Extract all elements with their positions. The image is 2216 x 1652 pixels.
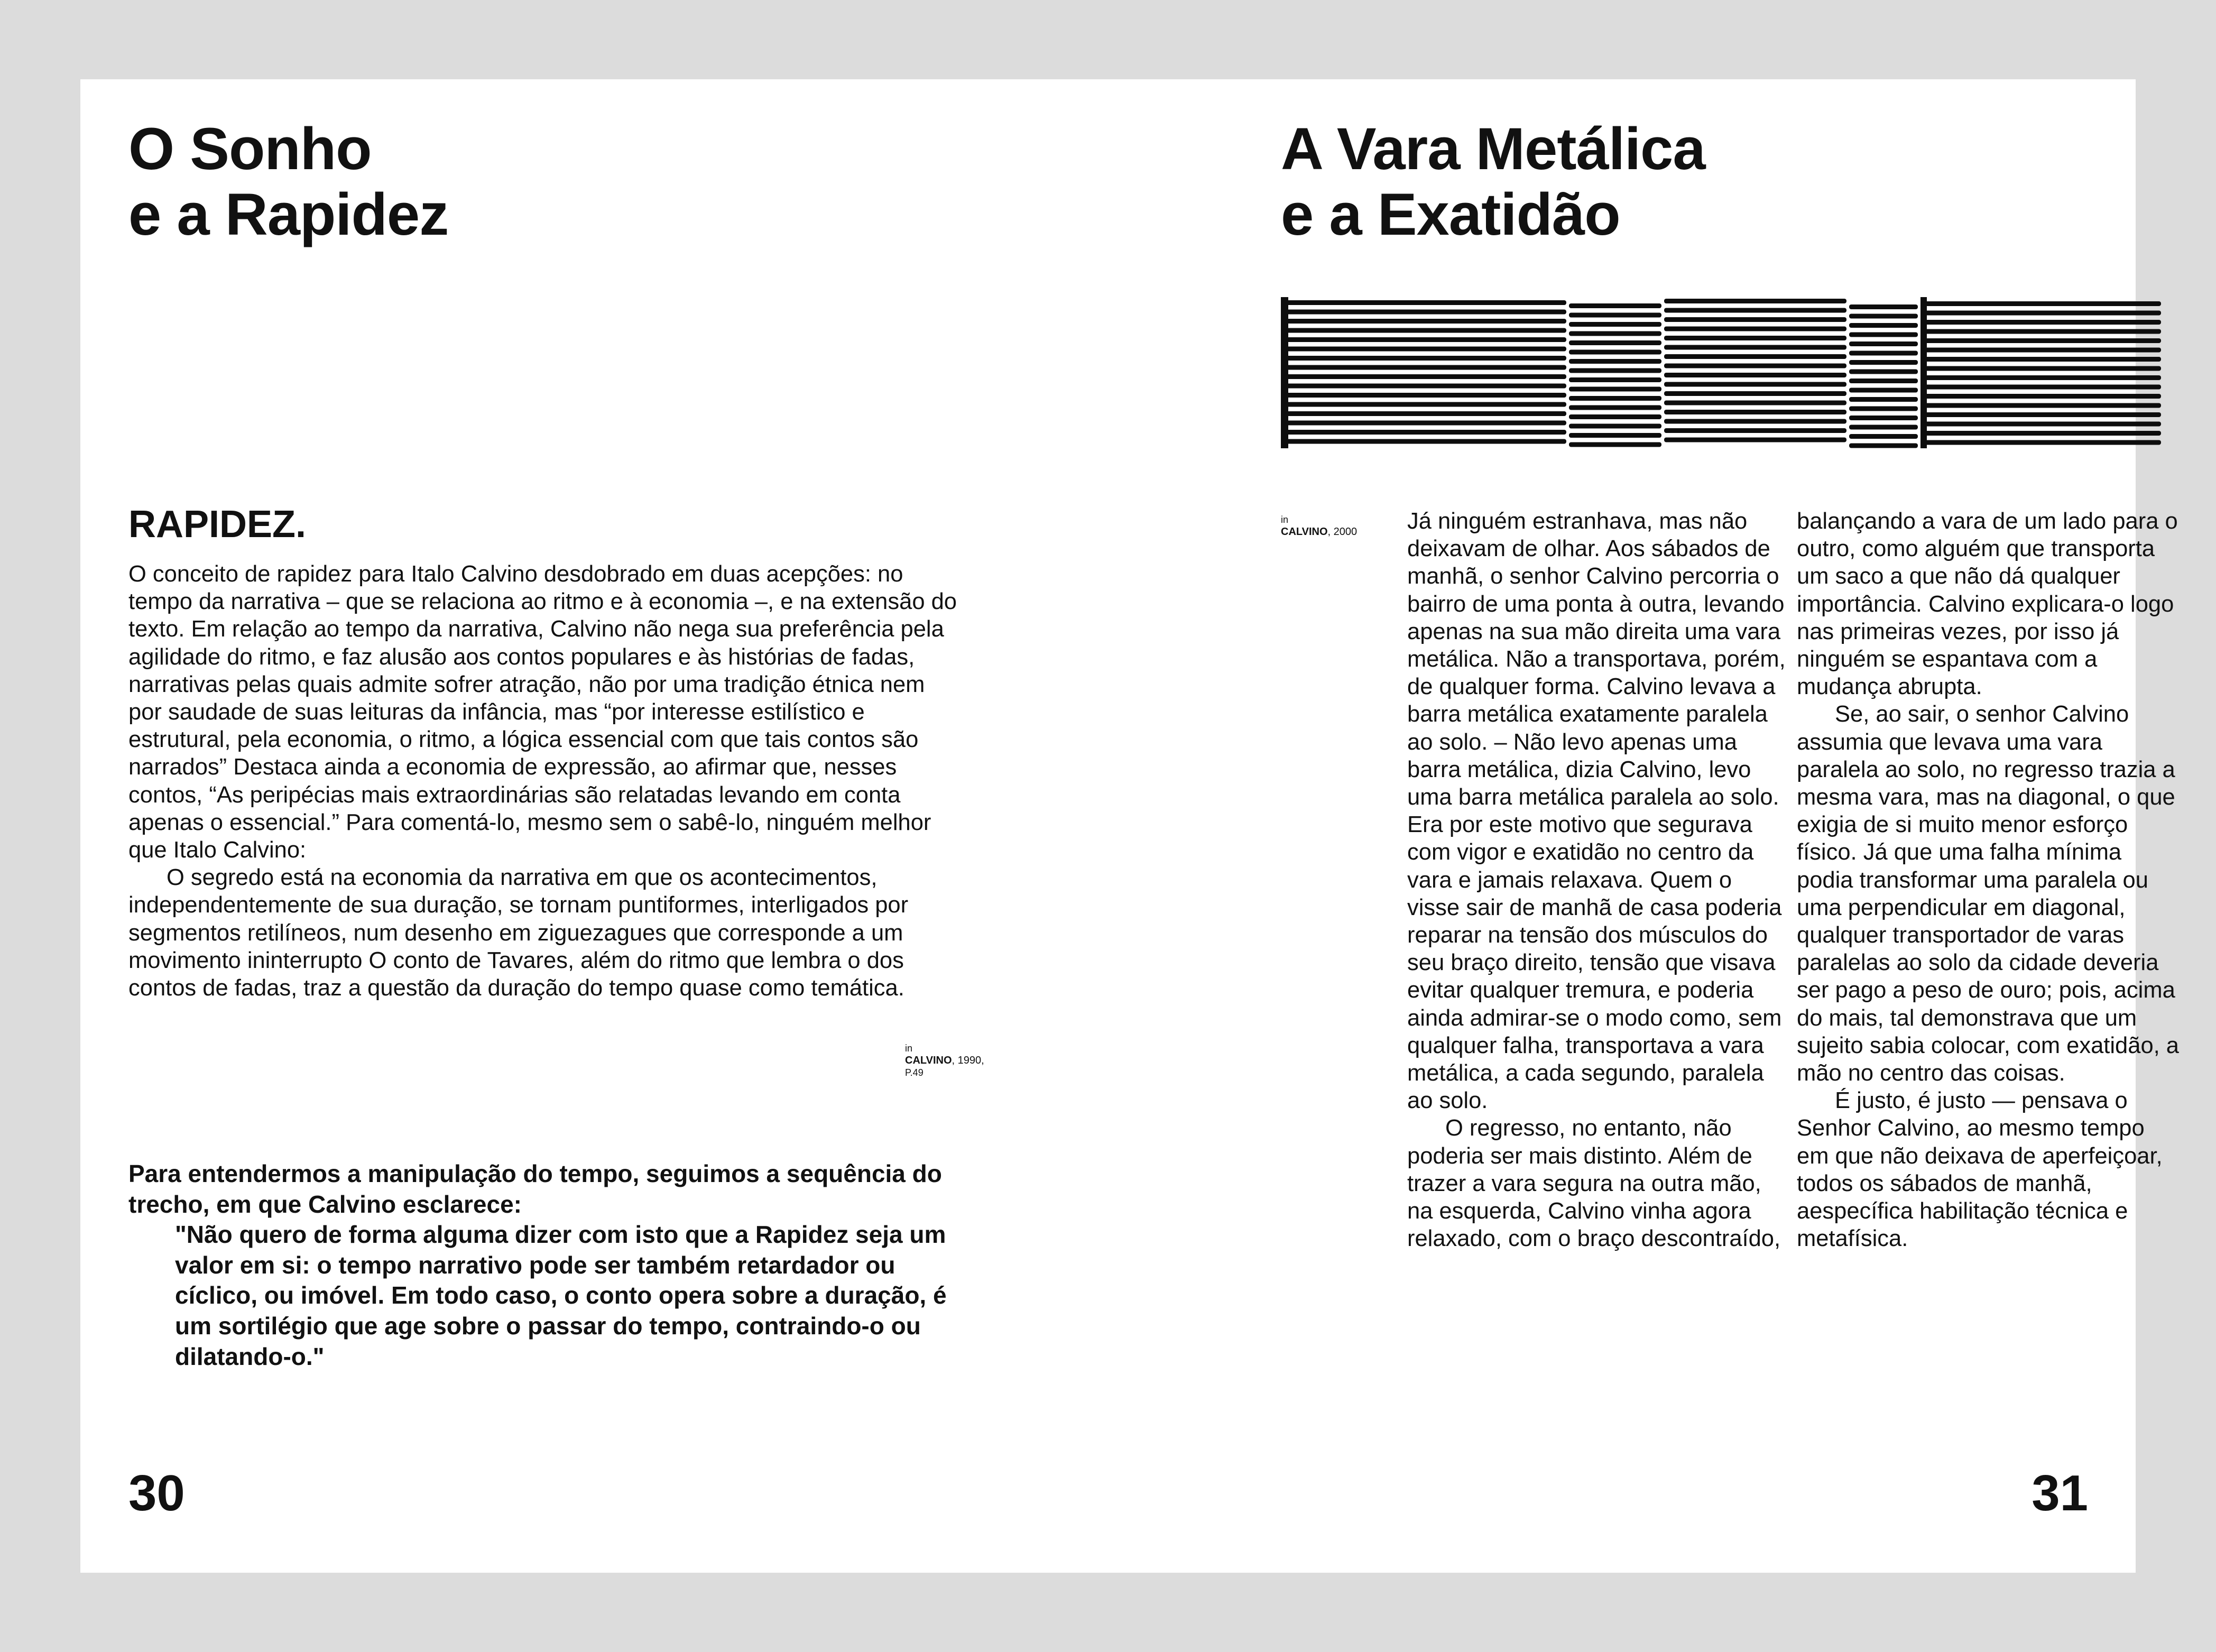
bar-stripe: [1664, 317, 1846, 322]
bar-stripe: [1849, 333, 1918, 337]
bar-stripe: [1569, 433, 1661, 438]
bar-stripe: [1664, 327, 1846, 331]
bar-stripe: [1569, 424, 1661, 429]
bar-stripe: [1569, 313, 1661, 318]
bar-stripe: [1849, 397, 1918, 402]
bold-intro: Para entendermos a manipulação do tempo, seguimos a sequência do trecho, em que Calvino esclarece:: [128, 1160, 942, 1218]
bar-stripe: [1664, 391, 1846, 396]
bar-stripe: [1569, 359, 1661, 364]
bar-stripe: [1920, 403, 2161, 408]
bar-stripe: [1281, 365, 1566, 370]
bar-stripe: [1849, 444, 1918, 448]
bar-stripe: [1664, 336, 1846, 340]
bar-stripe: [1664, 345, 1846, 350]
column-paragraph: Já ninguém estranhava, mas não deixavam de olhar. Aos sábados de manhã, o senhor Calvino percorria o bairro de uma ponta à outra, levando apenas na sua mão direita uma vara metálica. Não a transportava, porém, de qualquer forma. Calvino levava a barra metálica exatamente paralela ao solo. – Não levo apenas uma barra metálica, dizia Calvino, levo uma barra metálica paralela ao solo. Era por este motivo que segurava com vigor e exatidão no centro da vara e jamais relaxava. Quem o visse sair de manhã de casa poderia reparar na tensão dos músculos do seu braço direito, tensão que visava evitar qualquer tremura, e poderia ainda admirar-se o modo como, sem qualquer falha, transportava a vara metálica, a cada segundo, paralela ao solo.: [1407, 509, 1786, 1114]
column-paragraph: O regresso, no entanto, não poderia ser mais distinto. Além de trazer a vara segura na outra mão, na esquerda, Calvino vinha agora relaxado, com o braço descontraído,: [1407, 1115, 1781, 1252]
bar-stripe: [1569, 387, 1661, 392]
bar-stripe: [1849, 342, 1918, 346]
bar-stripe: [1569, 396, 1661, 401]
bar-stripe: [1569, 377, 1661, 382]
bar-stripe: [1849, 425, 1918, 430]
text-column-2: [1797, 507, 2180, 1252]
bar-stripe: [1281, 356, 1566, 361]
column-paragraph: balançando a vara de um lado para o outro, como alguém que transporta um saco a que não dá qualquer importância. Calvino explicara-o logo nas primeiras vezes, por isso já ninguém se espantava com a mudança abrupta.: [1797, 509, 2178, 700]
page-number-left: 30: [128, 1465, 185, 1521]
left-title-line-1: O Sonho: [128, 116, 372, 182]
bar-stripe: [1281, 430, 1566, 435]
right-citation: [1281, 514, 1392, 538]
bar-stripe: [1920, 394, 2161, 399]
bar-stripe: [1920, 366, 2161, 371]
bar-stripe: [1664, 364, 1846, 368]
bar-stripe: [1281, 300, 1566, 305]
bar-stripe: [1664, 308, 1846, 313]
bar-stripe: [1920, 422, 2161, 427]
bar-vertical-rule: [1281, 297, 1288, 448]
bar-stripe: [1849, 407, 1918, 411]
bar-stripe: [1849, 416, 1918, 420]
citation-author: CALVINO: [1281, 526, 1328, 538]
bar-stripe: [1920, 431, 2161, 436]
column-paragraph: Se, ao sair, o senhor Calvino assumia que levava uma vara paralela ao solo, no regresso trazia a mesma vara, mas na diagonal, o que exigia de si muito menor esforço físico. Já que uma falha mínima podia transformar uma paralela ou uma perpendicular em diagonal, qualquer transportador de varas paralelas ao solo da cidade deveria ser pago a peso de ouro; pois, acima do mais, tal demonstrava que um sujeito sabia colocar, com exatidão, a mão no centro das coisas.: [1797, 702, 2179, 1086]
left-title-line-2: e a Rapidez: [128, 181, 449, 247]
bar-stripe: [1281, 310, 1566, 315]
bar-stripe: [1569, 303, 1661, 308]
right-page-title: [1281, 116, 1705, 247]
bar-stripe: [1849, 323, 1918, 328]
bar-stripe: [1569, 414, 1661, 419]
bar-stripe: [1664, 438, 1846, 442]
bar-stripe: [1664, 373, 1846, 377]
bar-stripe: [1920, 348, 2161, 353]
bar-stripe: [1920, 412, 2161, 417]
right-page: [1108, 79, 2179, 1573]
striped-bar-graphic: [1281, 296, 2161, 449]
bar-stripe: [1920, 375, 2161, 380]
bar-stripe: [1281, 347, 1566, 352]
bar-stripe: [1281, 384, 1566, 389]
bar-stripe: [1569, 350, 1661, 355]
bar-stripe: [1281, 393, 1566, 398]
right-title-line-1: A Vara Metálica: [1281, 116, 1705, 182]
bold-quote-block: [128, 1159, 974, 1372]
body-paragraph: O conceito de rapidez para Italo Calvino desdobrado em duas acepções: no tempo da narrativa – que se relaciona ao ritmo e à economia –, e na extensão do texto. Em relação ao tempo da narrativa, Calvino não nega sua preferência pela agilidade do ritmo, e faz alusão aos contos populares e às histórias de fadas, narrativas pelas quais admite sofrer atração, não por uma tradição étnica nem por saudade de suas leituras da infância, mas “por interesse estilístico e estrutural, pela economia, o ritmo, a lógica essencial com que tais contos são narrados” Destaca ainda a economia de expressão, ao afirmar que, nesses contos, “As peripécias mais extraordinárias são relatadas levando em conta apenas o essencial.” Para comentá-lo, mesmo sem o sabê-lo, ninguém melhor que Italo Calvino:: [128, 561, 957, 863]
bar-stripe: [1920, 301, 2161, 306]
bar-stripe: [1569, 331, 1661, 336]
bar-stripe: [1920, 311, 2161, 316]
bar-stripe: [1281, 374, 1566, 379]
bold-quote: "Não quero de forma alguma dizer com isto que a Rapidez seja um valor em si: o tempo narrativo pode ser também retardador ou cíclico, ou imóvel. Em todo caso, o conto opera sobre a duração, é um sortilégio que age sobre o passar do tempo, contraindo-o ou dilatando-o.": [175, 1221, 947, 1370]
bar-stripe: [1281, 439, 1566, 444]
bar-stripe: [1849, 351, 1918, 356]
bar-stripe: [1664, 419, 1846, 424]
bar-stripe: [1849, 304, 1918, 309]
citation-detail: , 1990,: [952, 1055, 984, 1066]
right-title-line-2: e a Exatidão: [1281, 181, 1620, 247]
citation-author: CALVINO: [905, 1055, 952, 1066]
left-page: [80, 79, 1108, 1573]
citation-prefix: in: [1281, 514, 1289, 525]
text-column-1: [1407, 507, 1790, 1252]
bar-stripe: [1569, 442, 1661, 447]
bar-stripe: [1849, 314, 1918, 319]
section-heading: RAPIDEZ.: [128, 503, 307, 546]
bar-stripe: [1849, 360, 1918, 365]
bar-stripe: [1281, 319, 1566, 324]
bar-stripe: [1664, 354, 1846, 359]
bar-stripe: [1920, 440, 2161, 445]
bar-stripe: [1664, 410, 1846, 414]
bar-stripe: [1569, 368, 1661, 373]
bar-stripe: [1281, 421, 1566, 426]
citation-page: P.49: [905, 1067, 924, 1078]
bar-stripe: [1664, 401, 1846, 405]
bar-stripe: [1920, 338, 2161, 343]
bar-stripe: [1569, 405, 1661, 410]
book-spread: [80, 79, 2179, 1573]
left-citation: [905, 1042, 1021, 1079]
citation-detail: , 2000: [1327, 526, 1358, 538]
citation-prefix: in: [905, 1043, 913, 1054]
bar-stripe: [1281, 328, 1566, 333]
body-paragraph: O segredo está na economia da narrativa em que os acontecimentos, independentemente de sua duração, se tornam puntiformes, interligados por segmentos retilíneos, num desenho em ziguezagues que corresponde a um movimento ininterrupto O conto de Tavares, além do ritmo que lembra o dos contos de fadas, traz a questão da duração do tempo quase como temática.: [128, 865, 909, 1001]
left-body-text: [128, 560, 964, 1002]
bar-stripe: [1664, 382, 1846, 387]
bar-stripe: [1849, 434, 1918, 439]
bar-stripe: [1664, 299, 1846, 303]
bar-stripe: [1281, 337, 1566, 342]
bar-stripe: [1920, 385, 2161, 390]
page-number-right: 31: [2032, 1465, 2088, 1521]
bar-stripe: [1664, 428, 1846, 433]
bar-stripe: [1849, 370, 1918, 374]
bar-stripe: [1849, 388, 1918, 393]
bar-stripe: [1920, 329, 2161, 334]
bar-stripe: [1569, 322, 1661, 327]
bar-stripe: [1849, 379, 1918, 383]
left-page-title: [128, 116, 448, 247]
bar-lines-illustration: [1281, 296, 2161, 449]
bar-stripe: [1920, 357, 2161, 362]
bar-stripe: [1281, 402, 1566, 407]
bar-stripe: [1920, 320, 2161, 325]
column-paragraph: É justo, é justo — pensava o Senhor Calvino, ao mesmo tempo em que não deixava de aperfeiçoar, todos os sábados de manhã, aespecífica habilitação técnica e metafísica.: [1797, 1088, 2163, 1252]
bar-stripe: [1281, 411, 1566, 416]
bar-vertical-rule: [1920, 297, 1927, 448]
bar-stripe: [1569, 340, 1661, 345]
